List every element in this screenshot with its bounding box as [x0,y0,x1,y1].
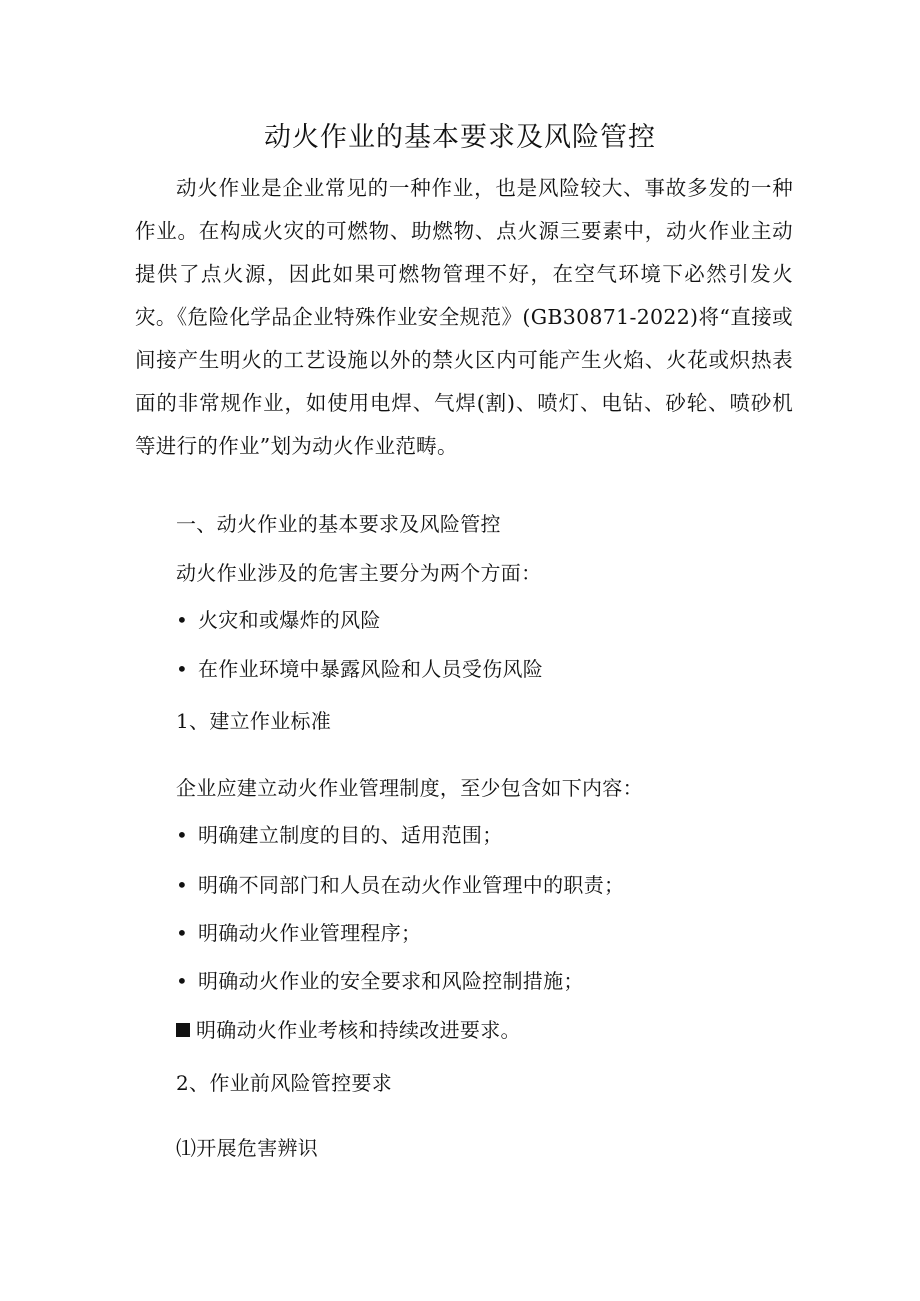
list-item [176,918,421,948]
numbered-item: ⑴开展危害辨识 [176,1136,319,1160]
standards-intro: 企业应建立动火作业管理制度，至少包含如下内容： [176,776,643,800]
subsection-heading: 1、建立作业标准 [176,709,332,733]
subsection-heading: 2、作业前风险管控要求 [176,1071,393,1095]
list-item-text: 明确动火作业考核和持续改进要求。 [196,1018,521,1042]
list-item [176,870,624,900]
list-item [176,605,381,635]
list-item-text: 明确动火作业的安全要求和风险控制措施； [198,969,584,993]
list-item [176,820,503,850]
list-item-text: 明确动火作业管理程序； [198,921,422,945]
bullet-icon: • [176,921,189,945]
list-item-text: 火灾和或爆炸的风险 [198,608,381,632]
list-item-text: 明确建立制度的目的、适用范围； [198,823,503,847]
bullet-icon: • [176,608,189,632]
list-item-text: 在作业环境中暴露风险和人员受伤风险 [198,657,544,681]
list-item-text: 明确不同部门和人员在动火作业管理中的职责； [198,873,625,897]
section-heading: 一、动火作业的基本要求及风险管控 [176,512,501,536]
document-title: 动火作业的基本要求及风险管控 [264,122,656,153]
bullet-icon: • [176,657,189,681]
hazards-intro: 动火作业涉及的危害主要分为两个方面： [176,561,542,585]
bullet-icon: • [176,969,189,993]
square-bullet-icon [176,1023,190,1037]
list-item [176,1015,521,1045]
list-item [176,966,584,996]
bullet-icon: • [176,823,189,847]
list-item [176,654,543,684]
bullet-icon: • [176,873,189,897]
intro-paragraph: 动火作业是企业常见的一种作业，也是风险较大、事故多发的一种作业。在构成火灾的可燃物、助燃物、点火源三要素中，动火作业主动提供了点火源，因此如果可燃物管理不好，在空气环境下必然引发火灾。《危险化学品企业特殊作业安全规范》(GB30871-2022)将“直接或间接产生明火的工艺设施以外的禁火区内可能产生火焰、火花或炽热表面的非常规作业，如使用电焊、气焊(割)、喷灯、电钻、砂轮、喷砂机等进行的作业”划为动火作业范畴。 [135,176,793,458]
